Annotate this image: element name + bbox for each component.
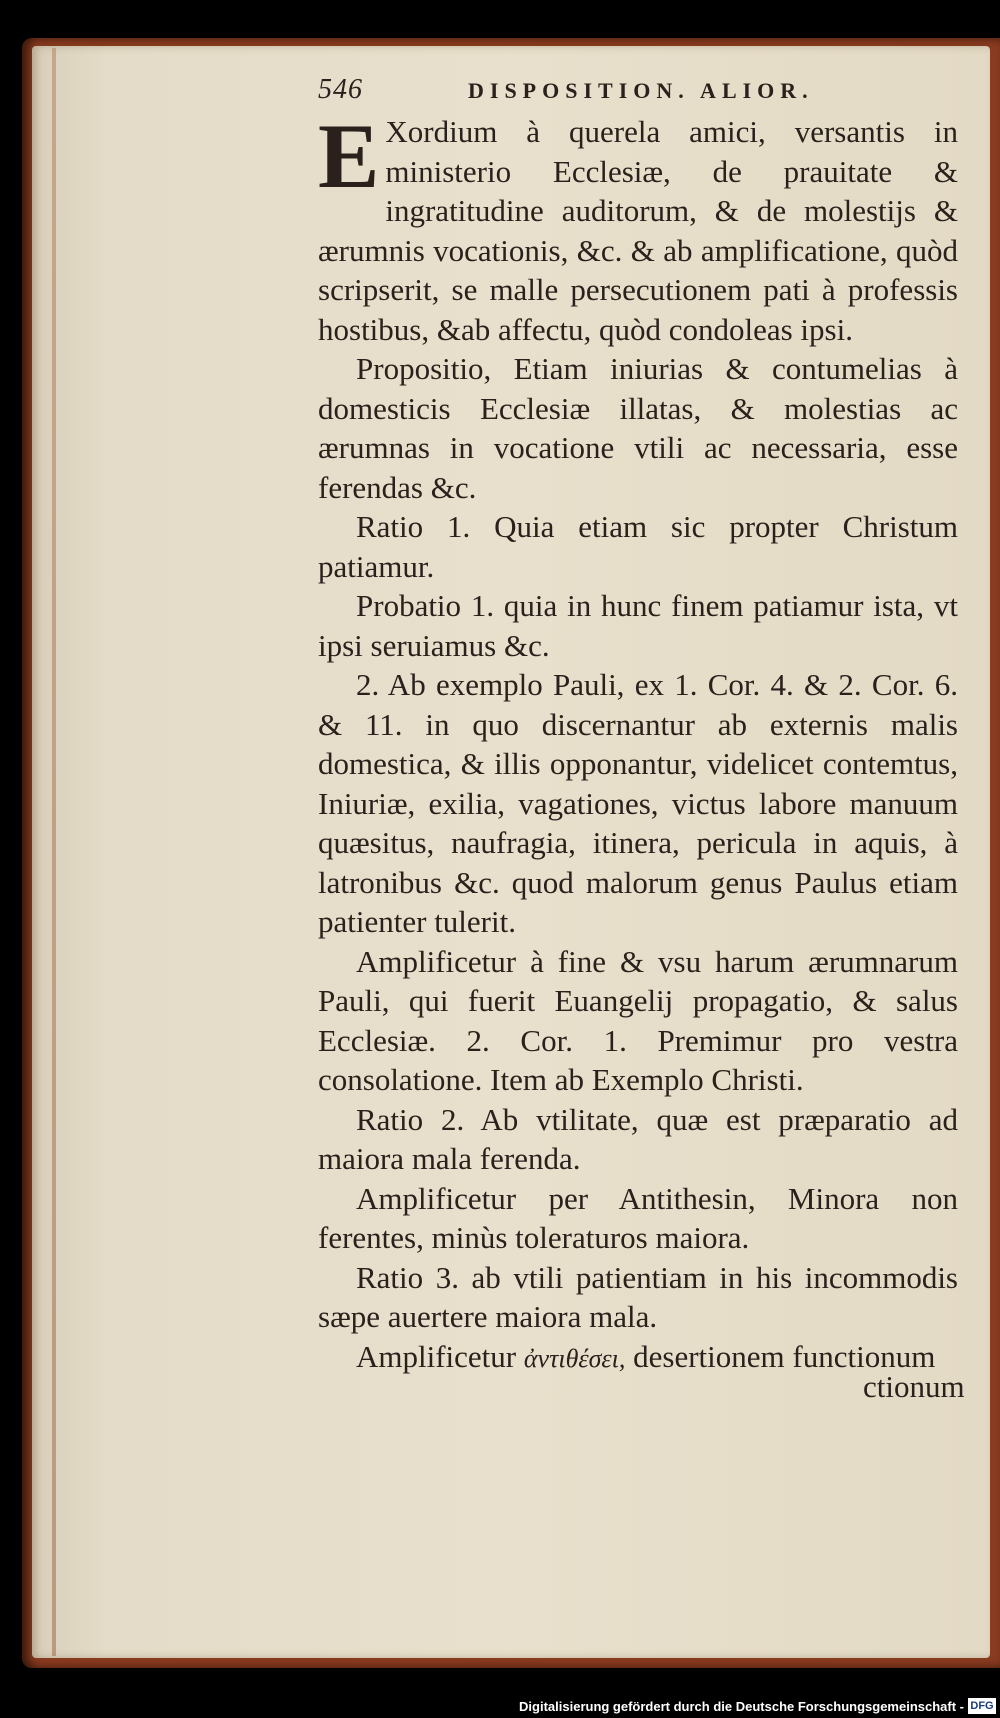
footer-credit: Digitalisierung gefördert durch die Deutsche Forschungsgemeinschaft - (519, 1699, 964, 1714)
catchword: ctionum (863, 1369, 965, 1404)
page-header (318, 70, 958, 110)
paragraph-ratio-1 (318, 507, 958, 586)
paragraph-ratio-2 (318, 1100, 958, 1179)
paragraph-text: Ratio 1. Quia etiam sic propter Christum patiamur. (318, 509, 958, 584)
running-title: DISPOSITION. ALIOR. (468, 78, 814, 103)
page-gutter (52, 48, 56, 1656)
paragraph-text: desertionem functionum (625, 1338, 936, 1374)
page-number: 546 (318, 74, 363, 105)
digitization-footer (0, 1695, 1000, 1718)
paragraph-text: 2. Ab exemplo Pauli, ex 1. Cor. 4. & 2. Cor. 6. & 11. in quo discernantur ab externis malis domestica, & illis opponantur, videlicet contemtus, Iniuriæ, exilia, vagationes, victus labore manuum quæsitus, naufragia, itinera, pericula in aquis, à latronibus &c. quod malorum genus Paulus etiam patienter tulerit. (318, 667, 958, 939)
drop-cap: E (318, 105, 380, 207)
text-block (318, 105, 958, 1378)
paragraph-text: Ratio 2. Ab vtilitate, quæ est præparatio ad maiora mala ferenda. (318, 1101, 958, 1176)
paragraph-exordium (318, 105, 958, 349)
paragraph-text: Amplificetur per Antithesin, Minora non ferentes, minùs toleraturos maiora. (318, 1180, 958, 1255)
paragraph-ratio-3 (318, 1258, 958, 1337)
paragraph-text: Amplificetur à fine & vsu harum ærumnarum Pauli, qui fuerit Euangelij propagatio, & salus Ecclesiæ. 2. Cor. 1. Premimur pro vestra consolatione. Item ab Exemplo Christi. (318, 943, 958, 1097)
paragraph-amplificetur-3 (318, 1337, 958, 1379)
paragraph-text: Amplificetur (356, 1338, 524, 1374)
paragraph-text: Ratio 3. ab vtili patientiam in his incommodis sæpe auertere maiora mala. (318, 1259, 958, 1334)
paragraph-text: Propositio, Etiam iniurias & contumelias à domesticis Ecclesiæ illatas, & molestias ac ærumnas in vocatione vtili ac necessaria, esse ferendas &c. (318, 351, 958, 505)
paragraph-text: Probatio 1. quia in hunc finem patiamur ista, vt ipsi seruiamus &c. (318, 588, 958, 663)
paragraph-propositio (318, 349, 958, 507)
paragraph-text: Xordium à querela amici, versantis in ministerio Ecclesiæ, de prauitate & ingratitudine auditorum, & de molestijs & ærumnis vocationis, &c. & ab amplificatione, quòd scripserit, se malle persecutionem pati à professis hostibus, &ab affectu, quòd condoleas ipsi. (318, 114, 958, 347)
paragraph-exemplo-pauli (318, 665, 958, 942)
dfg-logo-icon: DFG (968, 1698, 996, 1714)
paragraph-amplificetur-2 (318, 1179, 958, 1258)
paragraph-amplificetur-1 (318, 942, 958, 1100)
paragraph-probatio-1 (318, 586, 958, 665)
greek-word: ἀντιθέσει, (523, 1343, 626, 1373)
